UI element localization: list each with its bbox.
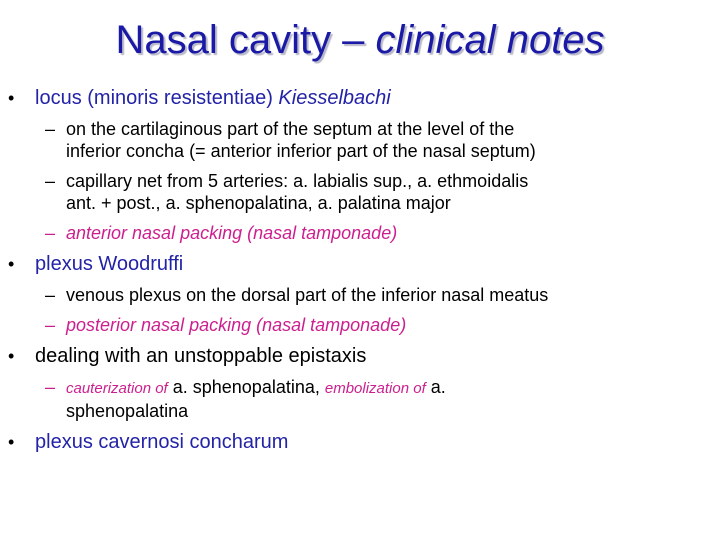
artery-name: a. sphenopalatina, xyxy=(167,377,325,397)
slide-title xyxy=(0,14,720,66)
dash-marker: – xyxy=(45,171,56,191)
bullet-list xyxy=(0,86,720,462)
bullet-marker: • xyxy=(8,346,15,366)
sub-bullet-posterior-packing xyxy=(0,314,720,336)
dash-marker: – xyxy=(45,119,56,139)
dash-marker: – xyxy=(45,285,56,305)
sub-bullet-line: ant. + post., a. sphenopalatina, a. palatina major xyxy=(66,193,451,213)
bullet-cavernous-plexus xyxy=(0,430,720,454)
dash-marker: – xyxy=(45,315,56,335)
bullet-text: plexus Woodruffi xyxy=(35,253,184,275)
artery-name: a. xyxy=(425,377,446,397)
bullet-text-italic: Kiesselbachi xyxy=(278,87,391,109)
sub-bullet-interventions xyxy=(0,376,720,422)
bullet-text: plexus cavernosi concharum xyxy=(35,431,289,453)
title-italic: clinical notes xyxy=(375,18,605,62)
bullet-epistaxis xyxy=(0,344,720,368)
bullet-kiesselbach xyxy=(0,86,720,110)
bullet-marker: • xyxy=(8,88,15,108)
sub-bullet-capillary-net xyxy=(0,170,720,214)
cauterization-label: cauterization of xyxy=(66,380,168,397)
bullet-woodruff xyxy=(0,252,720,276)
dash-marker: – xyxy=(45,223,56,243)
bullet-text: locus (minoris resistentiae) xyxy=(35,87,279,109)
sub-bullet-location xyxy=(0,118,720,162)
sub-bullet-line: capillary net from 5 arteries: a. labialis sup., a. ethmoidalis xyxy=(66,171,529,191)
sub-bullet-line: on the cartilaginous part of the septum at the level of the xyxy=(66,119,515,139)
bullet-text: dealing with an unstoppable epistaxis xyxy=(35,345,367,367)
title-main: Nasal cavity – xyxy=(115,18,376,62)
sub-bullet-line: sphenopalatina xyxy=(66,401,189,421)
sub-bullet-text: anterior nasal packing (nasal tamponade) xyxy=(66,223,398,243)
sub-bullet-text: posterior nasal packing (nasal tamponade) xyxy=(66,315,407,335)
sub-bullet-line: inferior concha (= anterior inferior part of the nasal septum) xyxy=(66,141,536,161)
dash-marker: – xyxy=(45,377,56,397)
bullet-marker: • xyxy=(8,432,15,452)
sub-bullet-text: venous plexus on the dorsal part of the inferior nasal meatus xyxy=(66,285,549,305)
sub-bullet-venous-plexus xyxy=(0,284,720,306)
sub-bullet-anterior-packing xyxy=(0,222,720,244)
sub-bullet-line xyxy=(66,376,720,400)
bullet-marker: • xyxy=(8,254,15,274)
embolization-label: embolization of xyxy=(324,380,426,397)
